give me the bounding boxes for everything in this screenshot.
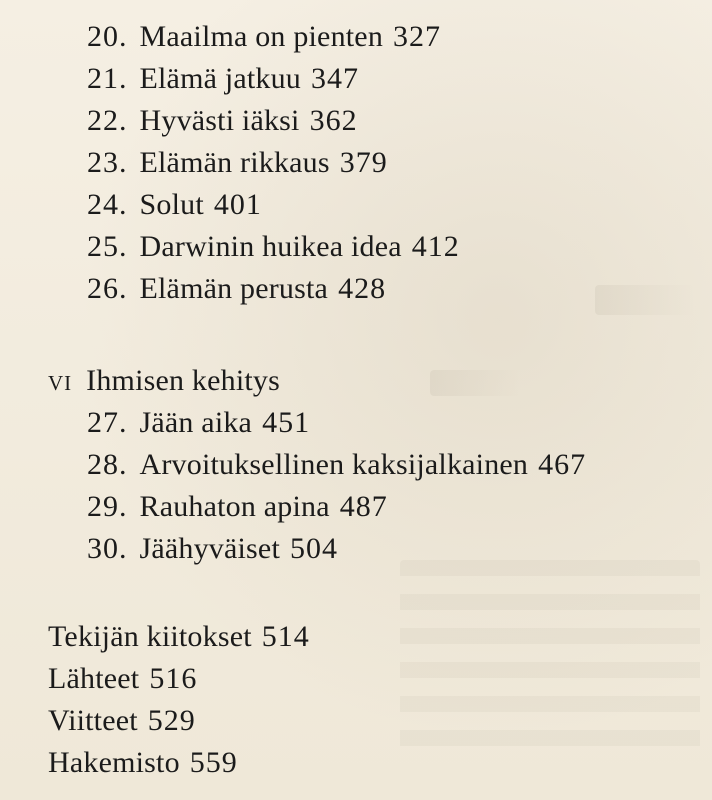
chapter-number: 28. <box>87 448 128 481</box>
part-title: Ihmisen kehitys <box>86 364 280 397</box>
page-number: 516 <box>149 662 198 695</box>
chapter-number: 24. <box>87 188 128 221</box>
chapter-number: 29. <box>87 490 128 523</box>
page-number: 451 <box>262 406 311 439</box>
chapter-number: 27. <box>87 406 128 439</box>
chapter-title: Jään aika <box>139 406 253 439</box>
chapter-title: Jäähyväiset <box>139 532 280 565</box>
page-number: 514 <box>261 620 310 653</box>
back-matter-title: Tekijän kiitokset <box>48 620 252 653</box>
toc-entry <box>48 748 238 778</box>
chapter-title: Elämä jatkuu <box>139 62 302 95</box>
chapter-title: Elämän rikkaus <box>139 146 330 179</box>
part-heading <box>48 366 280 396</box>
chapter-title: Hyvästi iäksi <box>139 104 300 137</box>
page-number: 379 <box>339 146 388 179</box>
toc-entry <box>48 706 196 736</box>
chapter-number: 23. <box>87 146 128 179</box>
chapter-title: Darwinin huikea idea <box>139 230 402 263</box>
toc-entry <box>87 190 262 220</box>
page-number: 401 <box>213 188 262 221</box>
toc-entry <box>87 492 388 522</box>
back-matter-title: Lähteet <box>48 662 140 695</box>
page-number: 362 <box>309 104 358 137</box>
toc-entry <box>48 622 310 652</box>
page-number: 347 <box>311 62 360 95</box>
chapter-title: Maailma on pienten <box>139 20 384 53</box>
toc-entry <box>87 534 338 564</box>
back-matter-title: Hakemisto <box>48 746 180 779</box>
toc-entry <box>87 148 388 178</box>
chapter-title: Solut <box>139 188 204 221</box>
page-number: 467 <box>538 448 587 481</box>
page-number: 327 <box>393 20 442 53</box>
bleed-through-texture <box>595 285 695 315</box>
chapter-number: 25. <box>87 230 128 263</box>
toc-entry <box>48 664 197 694</box>
toc-entry <box>87 232 460 262</box>
page-number: 504 <box>289 532 338 565</box>
toc-entry <box>87 408 310 438</box>
toc-entry <box>87 274 386 304</box>
chapter-title: Arvoituksellinen kaksijalkainen <box>139 448 529 481</box>
chapter-number: 21. <box>87 62 128 95</box>
toc-entry <box>87 64 359 94</box>
bleed-through-texture <box>430 370 520 396</box>
chapter-number: 22. <box>87 104 128 137</box>
chapter-number: 30. <box>87 532 128 565</box>
page-number: 559 <box>189 746 238 779</box>
page-number: 412 <box>411 230 460 263</box>
page-number: 487 <box>339 490 388 523</box>
chapter-number: 20. <box>87 20 128 53</box>
page-number: 428 <box>338 272 387 305</box>
page-number: 529 <box>147 704 196 737</box>
part-roman-numeral: vi <box>48 364 73 397</box>
back-matter-title: Viitteet <box>48 704 138 737</box>
chapter-title: Elämän perusta <box>139 272 329 305</box>
chapter-number: 26. <box>87 272 128 305</box>
toc-entry <box>87 22 441 52</box>
toc-entry <box>87 450 586 480</box>
bleed-through-texture <box>400 560 700 760</box>
toc-entry <box>87 106 358 136</box>
chapter-title: Rauhaton apina <box>139 490 330 523</box>
